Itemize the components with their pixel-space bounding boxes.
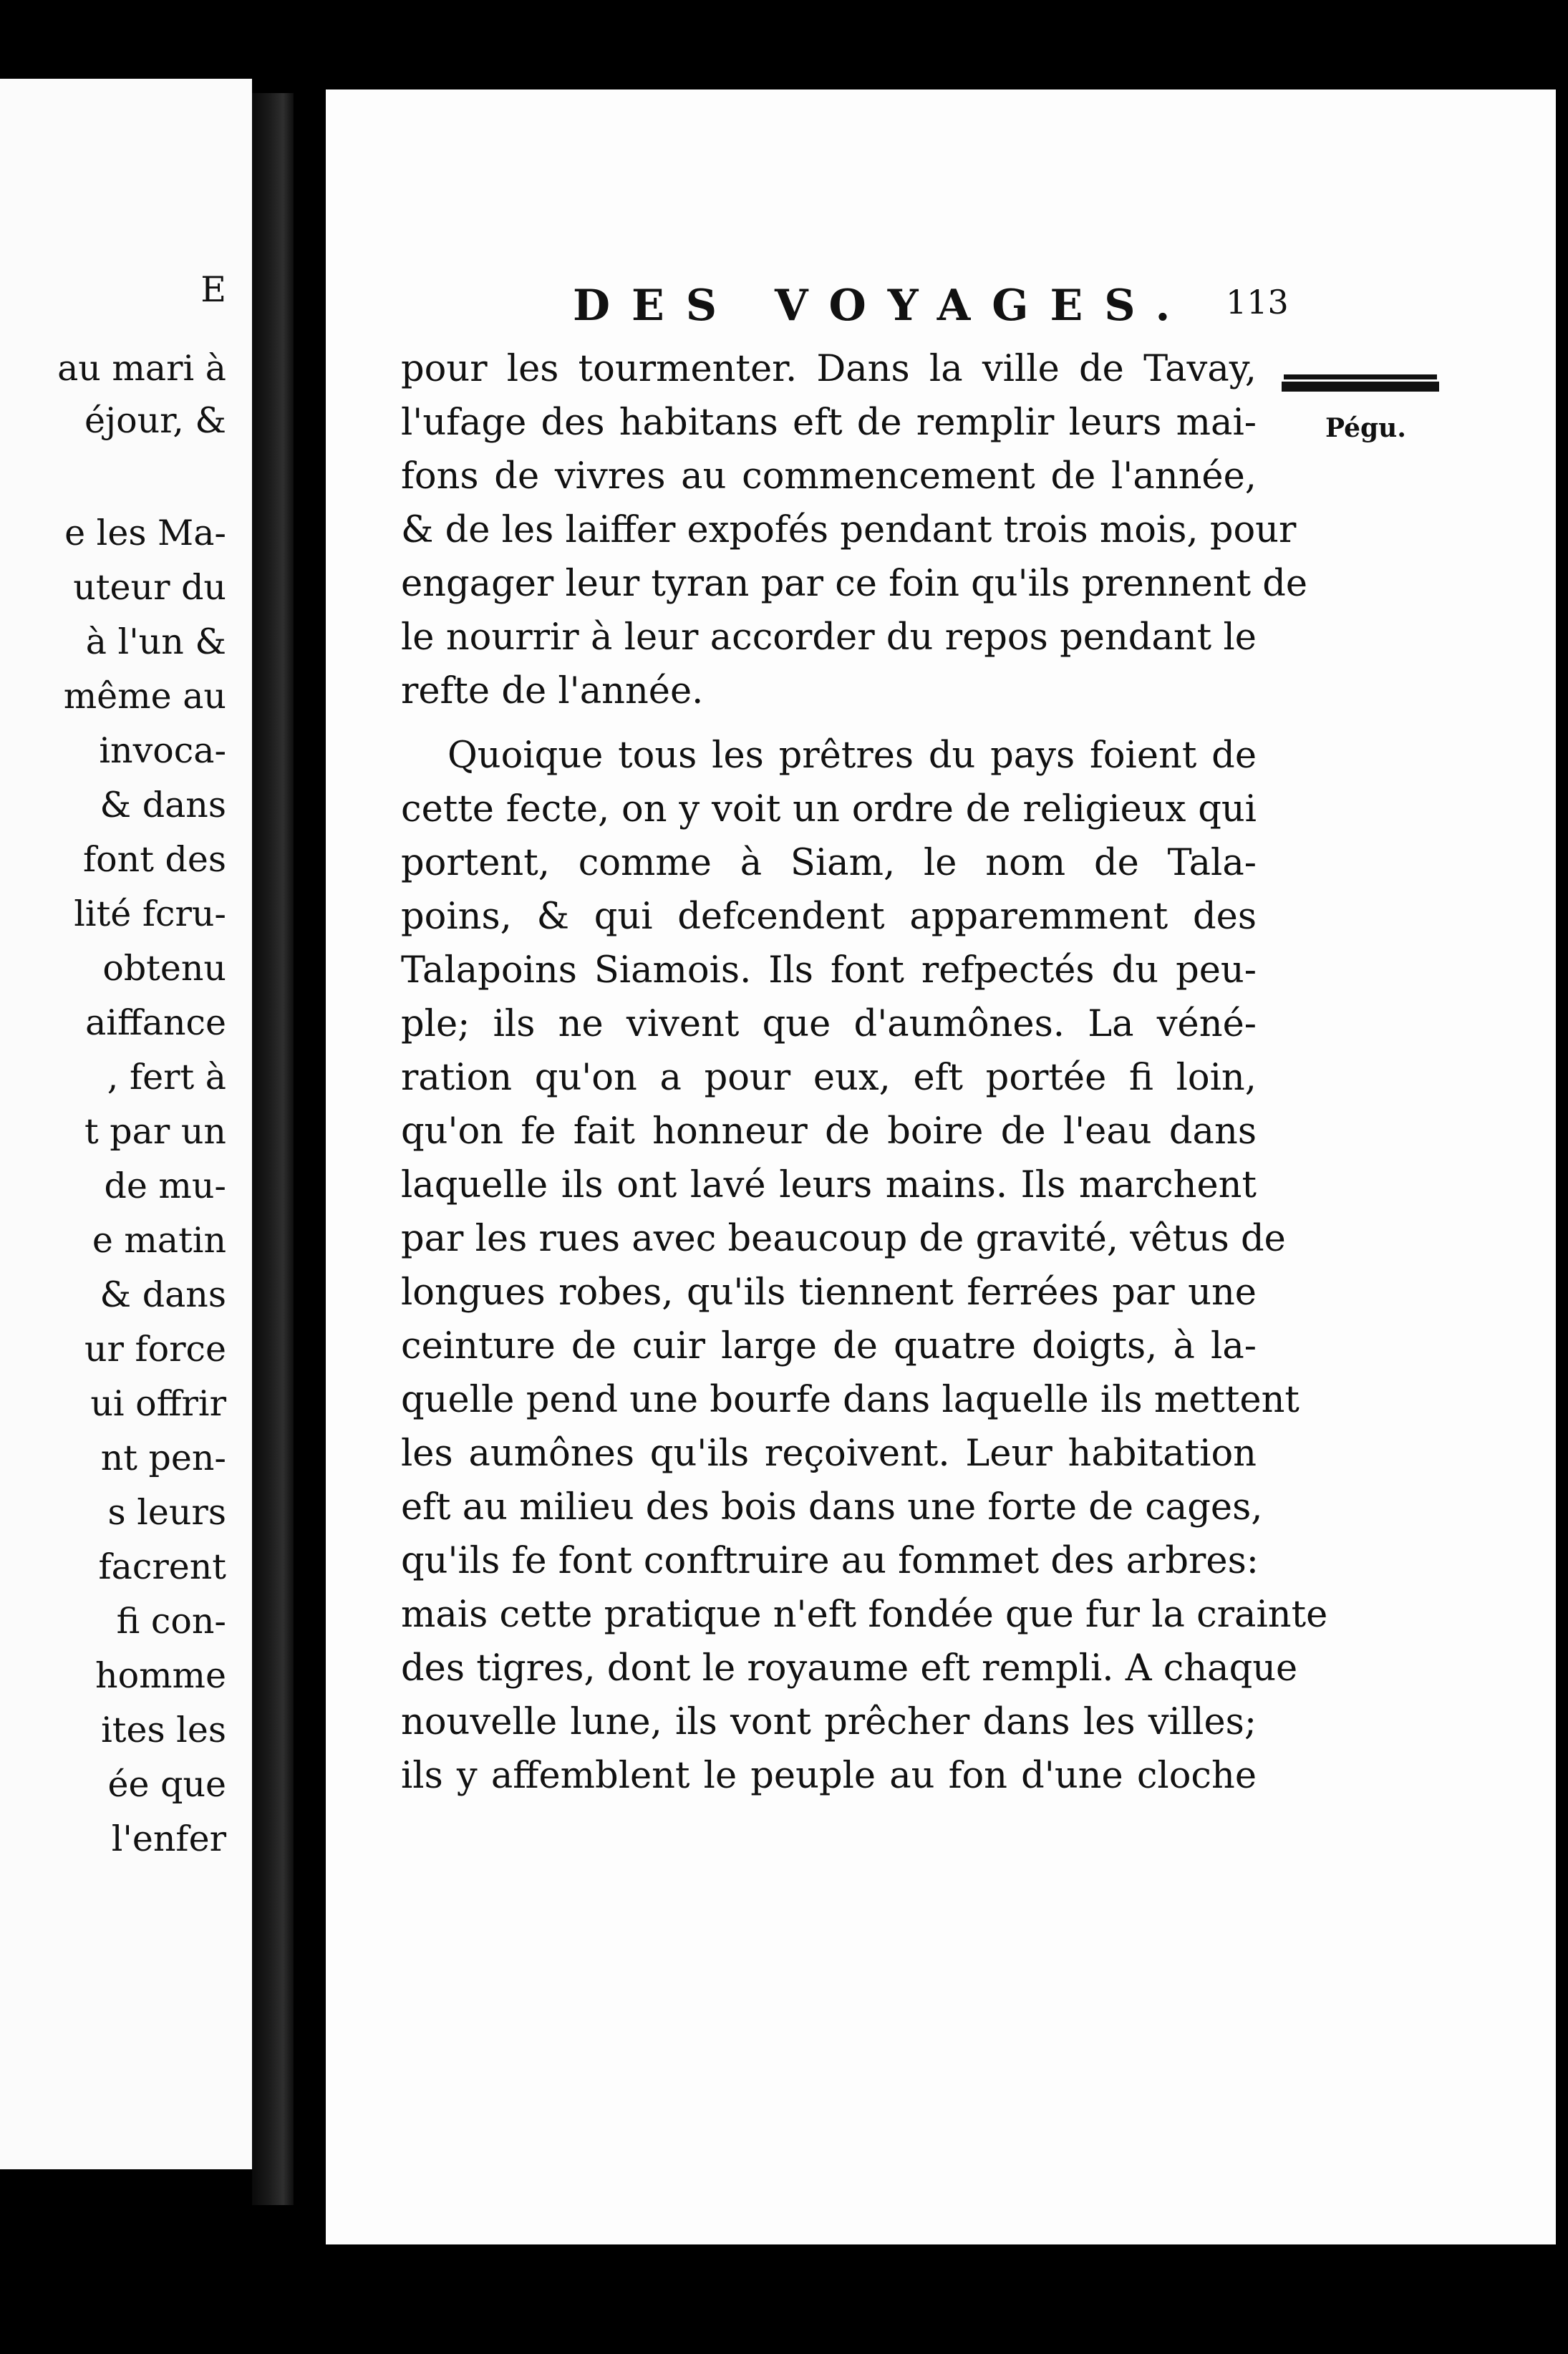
left-page-line: , fert à [107,1057,226,1098]
text-line: des tigres, dont le royaume eft rempli. A chaque [401,1647,1298,1690]
left-page-line: e matin [92,1220,226,1261]
text-line: engager leur tyran par ce foin qu'ils prennent de [401,563,1308,605]
text-line: nouvelle lune, ils vont prêcher dans les villes; [401,1701,1257,1743]
left-page-line: obtenu [102,948,226,989]
text-line: poins, & qui defcendent apparemment des [401,896,1257,938]
text-line: fons de vivres au commencement de l'année, [401,455,1257,498]
left-page-line: & dans [100,1274,226,1315]
text-line: laquelle ils ont lavé leurs mains. Ils marchent [401,1164,1257,1206]
left-page-line: aiffance [85,1002,226,1043]
text-line: qu'ils fe font conftruire au fommet des arbres: [401,1540,1259,1582]
left-page-line: au mari à [57,348,226,389]
left-page-line: ites les [101,1710,226,1750]
text-line: ration qu'on a pour eux, eft portée fi loin, [401,1057,1257,1099]
left-page-line: homme [95,1655,226,1696]
text-line: cette fecte, on y voit un ordre de religieux qui [401,788,1257,830]
left-page-line: s leurs [107,1492,226,1533]
text-line: par les rues avec beaucoup de gravité, vêtus de [401,1218,1286,1260]
running-head: DES VOYAGES. [573,281,1192,331]
left-page-line: & dans [100,785,226,825]
text-line: ceinture de cuir large de quatre doigts, à la- [401,1325,1257,1367]
text-line: & de les laiffer expofés pendant trois mois, pour [401,509,1297,551]
text-line: Talapoins Siamois. Ils font refpectés du peu- [401,949,1257,992]
text-line: refte de l'année. [401,670,704,712]
text-line: les aumônes qu'ils reçoivent. Leur habitation [401,1433,1257,1475]
left-page-line: facrent [98,1546,226,1587]
left-page-line: éjour, & [84,400,226,441]
text-line: pour les tourmenter. Dans la ville de Tavay, [401,348,1257,390]
text-line: ils y affemblent le peuple au fon d'une cloche [401,1755,1257,1797]
margin-note: Pégu. [1325,413,1406,443]
left-page-line: t par un [84,1111,226,1152]
left-page-line: de mu- [104,1166,226,1206]
left-page-line: font des [83,839,226,880]
right-page [326,89,1556,2244]
margin-rule [1282,379,1439,392]
left-page-line: invoca- [99,730,226,771]
text-line: longues robes, qu'ils tiennent ferrées par une [401,1272,1257,1314]
text-line: Quoique tous les prêtres du pays foient de [447,735,1257,777]
text-line: portent, comme à Siam, le nom de Tala- [401,842,1257,884]
left-page-line: l'enfer [111,1818,226,1859]
book-gutter-shadow [252,93,294,2205]
text-line: quelle pend une bourfe dans laquelle ils mettent [401,1379,1300,1421]
left-page-line: fi con- [116,1601,226,1642]
left-page-line: à l'un & [85,621,226,662]
left-page-line: même au [63,676,226,717]
left-page-line: lité fcru- [74,893,226,934]
text-line: ple; ils ne vivent que d'aumônes. La véné- [401,1003,1257,1045]
left-page-line: ui offrir [90,1383,226,1424]
left-page-line: uteur du [73,567,226,608]
left-page-line: e les Ma- [64,513,226,553]
left-page [0,79,252,2169]
left-page-line: ée que [107,1764,226,1805]
left-page-line: nt pen- [100,1438,226,1478]
text-line: mais cette pratique n'eft fondée que fur la crainte [401,1594,1328,1636]
page-number: 113 [1226,283,1289,321]
text-line: eft au milieu des bois dans une forte de cages, [401,1486,1263,1529]
text-line: l'ufage des habitans eft de remplir leurs mai- [401,402,1257,444]
left-page-line: E [200,269,226,310]
left-page-line: ur force [84,1329,226,1370]
text-line: qu'on fe fait honneur de boire de l'eau dans [401,1110,1257,1153]
text-line: le nourrir à leur accorder du repos pendant le [401,616,1257,659]
